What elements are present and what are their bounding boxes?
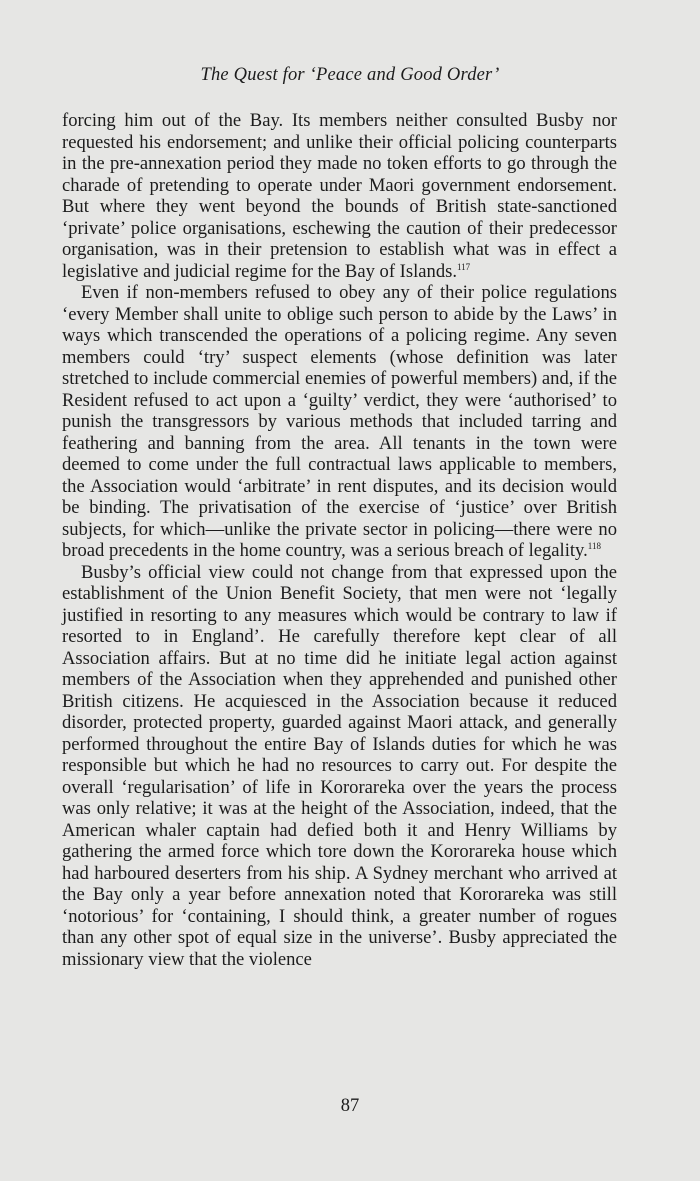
page-number: 87 bbox=[340, 1096, 360, 1116]
paragraph-3-text: Busby’s official view could not change from that expressed upon the establishment of the Union Benefit Society, that men were not ‘legally justified in resorting to any measures which would be contrary to law if resorted to in England’. He carefully therefore kept clear of all Association affairs. But at no time did he initiate legal action against members of the Association when they apprehended and punished other British citizens. He acquiesced in the Association because it reduced disorder, protected property, guarded against Maori attack, and generally performed throughout the entire Bay of Islands duties for which he was responsible but which he had no resources to carry out. For despite the overall ‘regularisation’ of life in Kororareka over the years the process was only relative; it was at the height of the Association, indeed, that the American whaler captain had defied both it and Henry Williams by gathering the armed force which tore down the Kororareka house which had harboured deserters from his ship. A Sydney merchant who arrived at the Bay only a year before annexation noted that Kororareka was still ‘notorious’ for ‘containing, I should think, a greater number of rogues than any other spot of equal size in the universe’. Busby appreciated the missionary view that the violence bbox=[62, 561, 617, 970]
paragraph-2-text: Even if non-members refused to obey any of their police regulations ‘every Member shall unite to oblige such person to abide by the Laws’ in ways which transcended the operations of a policing regime. Any seven members could ‘try’ suspect elements (whose definition was later stretched to include commercial enemies of powerful members) and, if the Resident refused to act upon a ‘guilty’ verdict, they were ‘authorised’ to punish the transgressors by various methods that included tarring and feathering and banning from the area. All tenants in the town were deemed to come under the full contractual laws applicable to members, the Association would ‘arbitrate’ in rent disputes, and its decision would be binding. The privatisation of the exercise of ‘justice’ over British subjects, for which—unlike the private sector in policing—there were no broad precedents in the home country, was a serious breach of legality. bbox=[62, 282, 617, 561]
footnote-ref-118: 118 bbox=[587, 541, 601, 551]
body-text bbox=[62, 110, 617, 970]
footnote-ref-117: 117 bbox=[457, 261, 471, 272]
running-head: The Quest for ‘Peace and Good Order’ bbox=[200, 65, 500, 85]
paragraph-1-text: forcing him out of the Bay. Its members neither consulted Busby nor requested his endorsement; and unlike their official policing counterparts in the pre-annexation period they made no token efforts to go through the charade of pretending to operate under Maori government endorsement. But where they went beyond the bounds of British state-sanctioned ‘private’ police organisations, eschewing the caution of their predecessor organisation, was in their pretension to establish what was in effect a legislative and judicial regime for the Bay of Islands. bbox=[62, 110, 617, 282]
paragraph-1 bbox=[62, 110, 617, 282]
paragraph-2 bbox=[62, 282, 617, 562]
paragraph-3 bbox=[62, 562, 617, 971]
